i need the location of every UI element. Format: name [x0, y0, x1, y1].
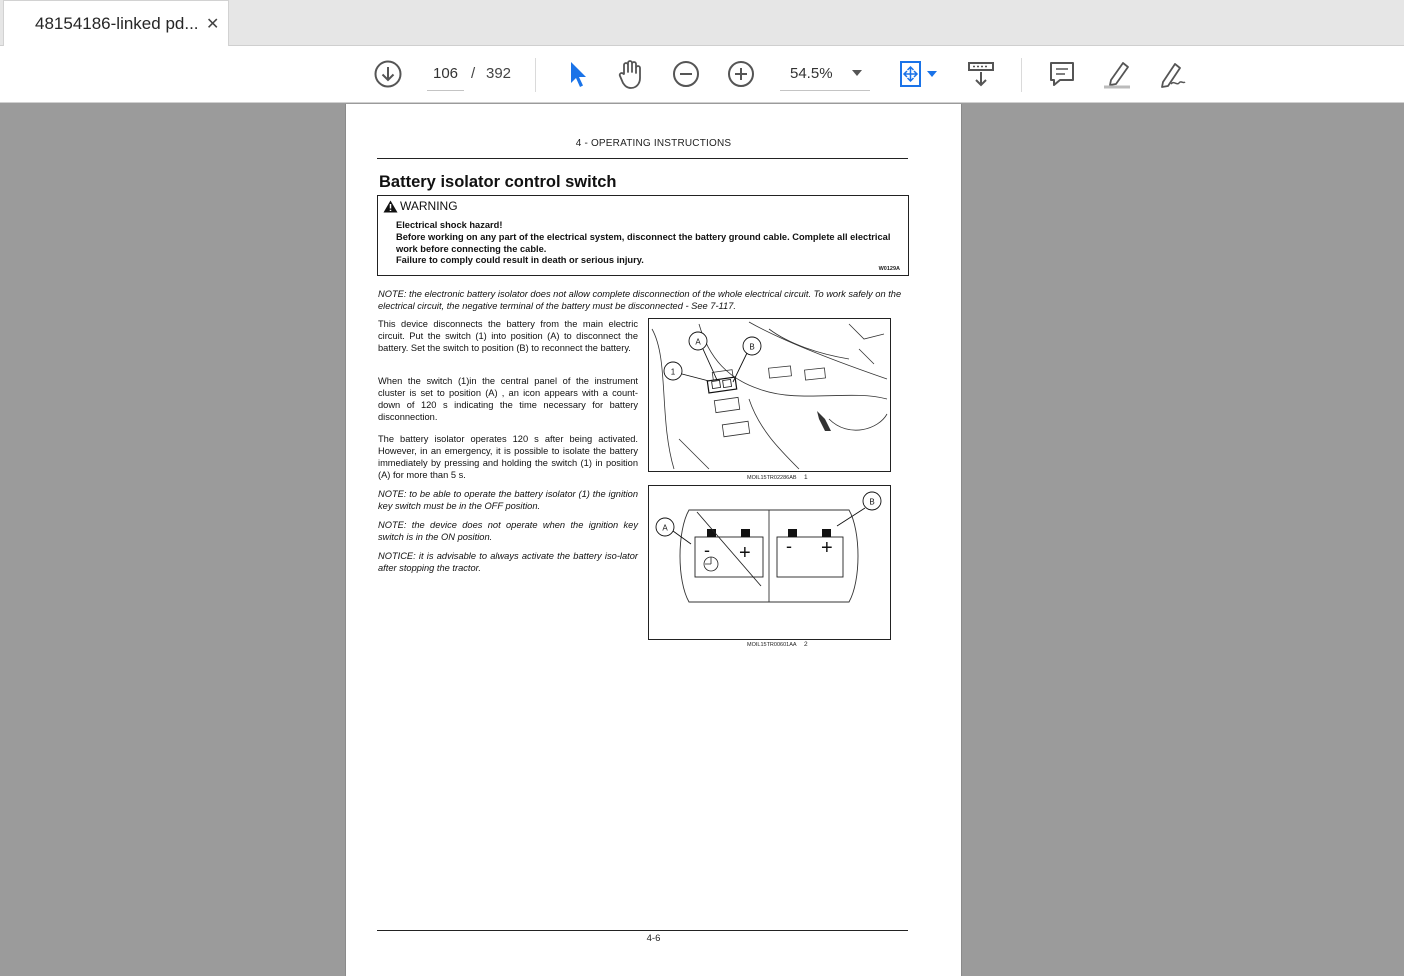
zoom-in-icon[interactable]: [725, 58, 757, 90]
body-paragraph: The battery isolator operates 120 s after being activated. However, in an emergency, it is possible to isolate the battery immediately by pressing and holding the switch (1) in position (A) for more than 5 s.: [378, 434, 638, 480]
note-paragraph: NOTE: the device does not operate when the ignition key switch is in the ON position.: [378, 520, 638, 542]
callout-label: A: [662, 523, 668, 533]
figure-caption: MOIL15TR00601AA: [747, 642, 797, 648]
plus-sign: +: [821, 537, 833, 559]
page-total: 392: [486, 65, 512, 82]
page-footer: 4-6: [646, 933, 661, 944]
zoom-level-select[interactable]: 54.5%: [780, 59, 870, 91]
plus-sign: +: [739, 542, 751, 564]
callout-label: B: [749, 342, 755, 352]
tab-title[interactable]: 48154186-linked pd...: [35, 14, 199, 33]
select-cursor-icon[interactable]: [561, 58, 593, 90]
comment-icon[interactable]: [1046, 58, 1078, 90]
callout-label: 1: [670, 367, 676, 377]
highlight-icon[interactable]: [1101, 58, 1133, 90]
figure-number: 1: [804, 474, 808, 481]
page-number-input[interactable]: 106: [427, 59, 464, 91]
figure-battery-icons: [648, 485, 891, 640]
close-tab-icon[interactable]: ✕: [206, 16, 220, 33]
pdf-page: [345, 104, 962, 976]
footer-rule: [377, 930, 908, 931]
battery-icons-drawing: [649, 486, 890, 639]
minus-sign: -: [786, 536, 792, 556]
callout-label: B: [869, 497, 875, 507]
warning-code: W0129A: [878, 266, 900, 272]
warning-line: Electrical shock hazard!: [396, 220, 503, 230]
tab-bar: [0, 0, 1404, 46]
warning-box: [377, 195, 909, 276]
fit-page-icon[interactable]: [895, 58, 927, 90]
body-paragraph: When the switch (1)in the central panel of the instrument cluster is set to position (A) , an icon appears with a count-down of 120 s indicating the time necessary for battery disconnection.: [378, 376, 638, 422]
fit-options-chevron-icon[interactable]: [924, 58, 940, 90]
chevron-down-icon[interactable]: [852, 70, 862, 76]
document-tab[interactable]: [3, 0, 229, 46]
minus-sign: -: [704, 540, 710, 560]
scroll-mode-icon[interactable]: [965, 58, 997, 90]
page-separator: /: [471, 65, 476, 82]
note-paragraph: NOTE: to be able to operate the battery isolator (1) the ignition key switch must be in the OFF position.: [378, 489, 638, 511]
zoom-out-icon[interactable]: [670, 58, 702, 90]
section-title: Battery isolator control switch: [379, 173, 617, 191]
download-icon[interactable]: [372, 58, 404, 90]
warning-line: Before working on any part of the electrical system, disconnect the battery ground cable. Complete all electrical work before connecting the cable.: [396, 231, 891, 254]
note-paragraph: NOTICE: it is advisable to always activate the battery iso-lator after stopping the tractor.: [378, 551, 638, 573]
warning-line: Failure to comply could result in death or serious injury.: [396, 255, 644, 266]
pdf-toolbar: [0, 46, 1404, 103]
warning-text: [396, 220, 896, 267]
header-rule: [377, 158, 908, 159]
switch-panel-drawing: [649, 319, 890, 471]
body-paragraph: This device disconnects the battery from the main electric circuit. Put the switch (1) into position (A) to disconnect the battery. Set the switch to position (B) to reconnect the battery.: [378, 319, 638, 353]
warning-label: WARNING: [400, 199, 458, 213]
sign-icon[interactable]: [1156, 58, 1188, 90]
warning-triangle-icon: [383, 200, 398, 213]
toolbar-divider: [1021, 58, 1022, 92]
note-paragraph: NOTE: the electronic battery isolator does not allow complete disconnection of the whole electrical circuit. To work safely on the electrical circuit, the negative terminal of the battery must be disconnected - See 7-117.: [378, 289, 902, 311]
figure-caption: MOIL15TR02286AB: [747, 475, 797, 481]
hand-tool-icon[interactable]: [614, 58, 646, 90]
figure-switch-panel: [648, 318, 891, 472]
warning-header: [383, 199, 458, 213]
page-header: 4 - OPERATING INSTRUCTIONS: [575, 138, 732, 149]
callout-label: A: [695, 337, 701, 347]
figure-number: 2: [804, 641, 808, 648]
toolbar-divider: [535, 58, 536, 92]
